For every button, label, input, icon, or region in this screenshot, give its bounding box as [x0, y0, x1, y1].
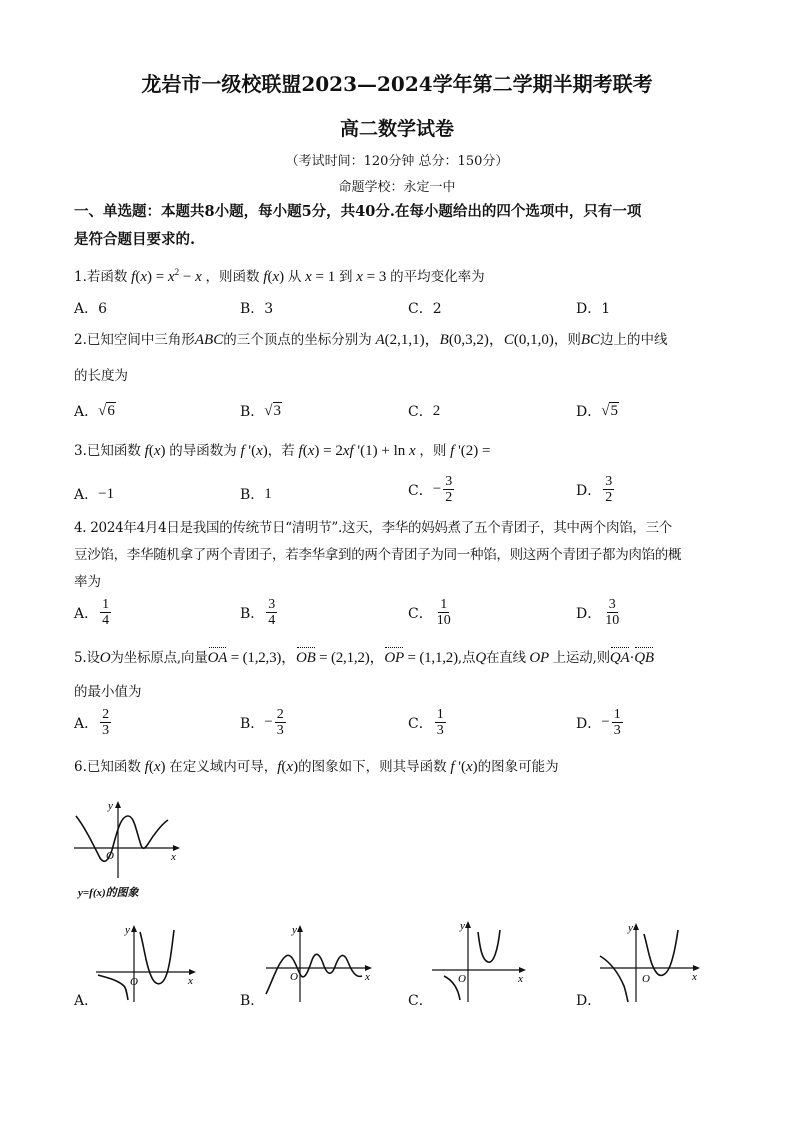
q3-option-a-value: −1 — [98, 485, 115, 502]
q6-option-c-x-label: x — [518, 973, 523, 985]
q1-mid3: 到 — [339, 269, 353, 285]
q2-option-b-value: √3 — [264, 402, 282, 419]
q5-o: O — [99, 650, 111, 666]
q6-mid2: 的图象如下，则其导函数 — [298, 759, 447, 775]
q3-option-c[interactable] — [408, 474, 456, 505]
q1-function: $f(x) = x^2 - x$ — [131, 267, 202, 285]
q4-option-b-label: B． — [240, 605, 265, 622]
q6-fx2: f(x) — [277, 759, 299, 775]
q1-suffix: 的平均变化率为 — [390, 269, 485, 285]
fx-graph — [70, 798, 185, 880]
q3-option-b[interactable] — [240, 484, 272, 504]
q5-option-a[interactable] — [74, 707, 113, 738]
question-5 — [74, 648, 734, 668]
q2-suffix2: 边上的中线 — [600, 332, 668, 348]
q1-prefix: 1.若函数 — [74, 269, 128, 285]
question-1 — [74, 262, 734, 287]
q5-op: OP — [529, 650, 550, 666]
q2-option-b-label: B． — [240, 404, 265, 420]
q1-mid1: ，则函数 — [205, 269, 260, 285]
q3-equation: f(x) = 2xf '(1) + ln x — [298, 443, 416, 459]
q1-fx: f(x) — [263, 269, 288, 285]
q6-option-c-label[interactable]: C． — [408, 993, 433, 1009]
q6-option-b-origin: O — [290, 971, 298, 983]
section-heading — [74, 198, 734, 254]
q5-option-a-frac: $\frac{2}{3}$ — [102, 707, 110, 738]
q3-option-a-label: A． — [74, 487, 99, 503]
q3-option-c-sign: − — [432, 481, 442, 497]
q6-option-a-y-label: y — [125, 924, 130, 936]
section-heading-line2: 是符合题目要求的. — [74, 231, 196, 248]
q3-option-b-label: B． — [240, 487, 265, 503]
q5-line2: 的最小值为 — [74, 684, 142, 700]
q1-mid2: 从 — [287, 269, 302, 285]
q2-bc: BC — [580, 332, 601, 348]
q2-suffix1: ，则 — [553, 332, 581, 348]
q2-option-a-value: √6 — [98, 402, 115, 419]
q3-mid1: 的导函数为 — [169, 443, 237, 459]
q6-option-d-y-label: y — [628, 922, 633, 934]
q5-mid4: 上运动,则 — [552, 650, 610, 666]
q5-dot: QA·QB — [609, 650, 654, 666]
q6-option-d-label[interactable]: D． — [576, 993, 602, 1009]
q1-option-c[interactable]: C．2 — [408, 301, 442, 317]
q6-option-c-graph[interactable] — [428, 918, 532, 1004]
q3-mid2: ，若 — [267, 443, 295, 459]
school-line: 命题学校：永定一中 — [338, 180, 456, 195]
q2-option-c-label: C． — [408, 404, 433, 420]
q4-option-a-label: A． — [74, 605, 99, 622]
q2-option-d-label: D． — [576, 404, 602, 420]
q6-mid1: 在定义域内可导， — [169, 759, 278, 775]
q3-ask: f '(2) = — [450, 443, 491, 459]
q2-option-b[interactable] — [240, 401, 282, 421]
q5-option-b-frac: $\frac{2}{3}$ — [276, 707, 284, 738]
q6-option-c-curve-right — [478, 930, 500, 962]
exam-title: 龙岩市一级校联盟2023—2024学年第二学期半期考联考 — [141, 72, 653, 96]
q4-line1: 4. 2024年4月4日是我国的传统节日“清明节”.这天，李华的妈妈煮了五个青团子，其中两个肉馅，三个 — [74, 520, 673, 536]
q2-option-a-label: A． — [74, 404, 99, 420]
q4-option-d-label: D． — [576, 605, 602, 622]
q2-option-c[interactable] — [408, 401, 440, 421]
q4-option-c[interactable] — [408, 597, 455, 628]
fx-graph-y-arrow — [115, 801, 121, 808]
q3-option-d-label: D． — [576, 482, 602, 499]
q5-option-b-label: B． — [240, 715, 265, 732]
q5-option-c-label: C． — [408, 715, 433, 732]
q5-option-a-label: A． — [74, 715, 99, 732]
q5-option-d-label: D． — [576, 715, 602, 732]
q6-option-c-y-label: y — [460, 920, 465, 932]
fx-graph-curve — [76, 816, 168, 861]
q6-option-a-label[interactable]: A． — [74, 993, 99, 1009]
q2-abc: ABC — [194, 332, 224, 348]
q4-option-a-frac: $\frac{1}{4}$ — [102, 597, 110, 628]
q5-option-d-sign: − — [601, 714, 610, 730]
q5-option-b[interactable] — [240, 707, 288, 738]
fx-graph-caption: y=f(x)的图象 — [78, 887, 139, 899]
q2-option-a[interactable] — [74, 401, 116, 421]
q3-prefix: 3.已知函数 — [74, 443, 141, 459]
exam-info: （考试时间：120分钟 总分：150分） — [285, 154, 509, 169]
q1-option-a[interactable]: A．6 — [74, 301, 108, 317]
q4-option-b-frac: $\frac{3}{4}$ — [268, 597, 276, 628]
q3-fpx: f '(x) — [240, 443, 268, 459]
q1-x1: x = 1 — [305, 269, 339, 285]
q6-option-d-y-arrow — [633, 923, 639, 930]
q5-option-b-sign: − — [264, 714, 273, 730]
q2-option-d-value: √5 — [601, 402, 618, 419]
q6-suffix: 的图象可能为 — [477, 759, 559, 775]
q4-option-d-frac: $\frac{3}{10}$ — [605, 597, 620, 628]
q4-option-c-frac: $\frac{1}{10}$ — [436, 597, 451, 628]
q6-option-d-graph[interactable] — [596, 920, 706, 1004]
q3-fx: f(x) — [144, 443, 170, 459]
q6-option-b-y-arrow — [297, 925, 303, 932]
q6-option-d-origin: O — [642, 973, 650, 985]
q6-option-b-graph[interactable] — [262, 922, 378, 1004]
q6-option-d-curve-left — [600, 956, 628, 1002]
q6-option-b-y-label: y — [292, 924, 297, 936]
q5-option-d-frac: $\frac{1}{3}$ — [613, 707, 621, 738]
q6-option-a-graph[interactable] — [92, 922, 202, 1004]
q6-option-b-x-label: x — [365, 971, 370, 983]
q2-mid1: 的三个顶点的坐标分别为 — [223, 332, 372, 348]
q3-option-c-frac: $\frac{3}{2}$ — [445, 474, 453, 505]
q3-option-c-label: C． — [408, 482, 433, 499]
q6-option-a-origin: O — [130, 976, 138, 988]
q6-option-b-curve — [266, 954, 362, 994]
q5-vectors: OA = (1,2,3)，OB = (2,1,2)，OP = (1,1,2) — [207, 650, 458, 666]
fx-graph-origin: O — [106, 850, 114, 862]
q4-line2: 豆沙馅，李华随机拿了两个青团子，若李华拿到的两个青团子为同一种馅，则这两个青团子都为肉馅的概 — [74, 547, 682, 563]
q6-option-c-y-arrow — [465, 921, 471, 928]
q1-x3: x = 3 — [356, 269, 391, 285]
q6-option-a-y-arrow — [131, 925, 137, 932]
question-3 — [74, 441, 734, 461]
q2-option-d[interactable] — [576, 401, 619, 421]
q3-mid3: ，则 — [419, 443, 447, 459]
q1-option-d[interactable]: D．1 — [576, 301, 611, 317]
fx-graph-y-label: y — [108, 800, 113, 812]
q5-prefix: 5.设 — [74, 650, 100, 666]
q3-option-d-frac: $\frac{3}{2}$ — [605, 474, 613, 505]
q2-prefix: 2.已知空间中三角形 — [74, 332, 195, 348]
section-heading-line1: 一、单选题：本题共8小题，每小题5分，共40分.在每小题给出的四个选项中，只有一项 — [74, 203, 642, 220]
q6-option-c-origin: O — [458, 973, 466, 985]
q5-option-c-frac: $\frac{1}{3}$ — [436, 707, 444, 738]
q4-option-c-label: C． — [408, 605, 433, 622]
q3-option-b-value: 1 — [264, 485, 272, 502]
q6-prefix: 6.已知函数 — [74, 759, 141, 775]
q5-option-d[interactable] — [576, 707, 625, 738]
q4-option-b[interactable] — [240, 597, 279, 628]
q2-line2: 的长度为 — [74, 368, 128, 384]
q6-fx: f(x) — [144, 759, 170, 775]
question-2 — [74, 330, 734, 350]
q6-fpx: f '(x) — [450, 759, 478, 775]
exam-subtitle: 高二数学试卷 — [339, 118, 454, 140]
q5-mid1: 为坐标原点,向量 — [110, 650, 208, 666]
q3-option-a[interactable] — [74, 484, 114, 504]
q4-option-a[interactable] — [74, 597, 113, 628]
q6-option-d-x-label: x — [692, 971, 697, 983]
q4-line3: 率为 — [74, 574, 101, 590]
q4-option-d[interactable] — [576, 597, 623, 628]
q2-option-c-value: 2 — [432, 402, 441, 419]
q5-mid2: ,点 — [457, 650, 476, 666]
q6-option-a-x-label: x — [188, 975, 193, 987]
q6-option-b-label[interactable]: B． — [240, 993, 265, 1009]
q3-option-d[interactable] — [576, 474, 616, 505]
q5-q: Q — [475, 650, 486, 666]
q6-option-a-curve-left — [98, 975, 128, 1000]
question-6 — [74, 757, 734, 777]
q6-option-a-curve-right — [140, 930, 174, 984]
fx-graph-x-label: x — [171, 851, 176, 863]
q5-option-c[interactable] — [408, 707, 448, 738]
q5-mid3: 在直线 — [485, 650, 526, 666]
q2-points: A(2,1,1)，B(0,3,2)，C(0,1,0) — [375, 332, 554, 348]
q1-option-b[interactable]: B．3 — [240, 301, 274, 317]
